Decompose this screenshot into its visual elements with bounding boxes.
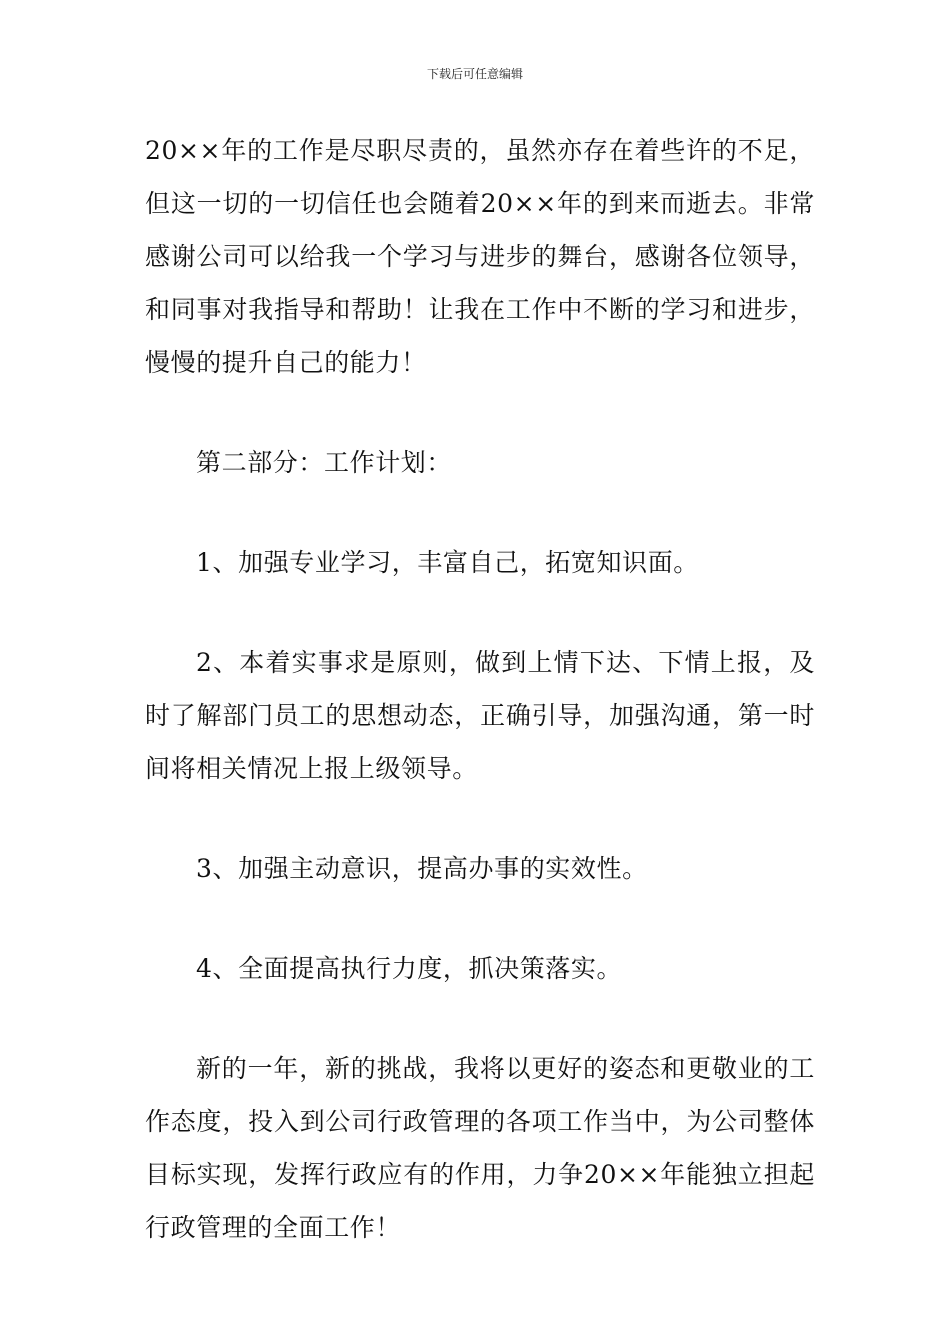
document-body (145, 124, 815, 1254)
plan-item-3: 3、加强主动意识，提高办事的实效性。 (196, 854, 648, 883)
plan-item-1: 1、加强专业学习，丰富自己，拓宽知识面。 (196, 548, 699, 577)
paragraph-summary: 20××年的工作是尽职尽责的，虽然亦存在着些许的不足，但这一切的一切信任也会随着20××年的到来而逝去。非常感谢公司可以给我一个学习与进步的舞台，感谢各位领导，和同事对我指导和帮助！让我在工作中不断的学习和进步，慢慢的提升自己的能力！ (145, 136, 815, 377)
plan-item-4: 4、全面提高执行力度，抓决策落实。 (196, 954, 623, 983)
section-heading-work-plan: 第二部分：工作计划： (196, 448, 453, 477)
page-header: 下载后可任意编辑 (426, 67, 523, 81)
paragraph-closing: 新的一年，新的挑战，我将以更好的姿态和更敬业的工作态度，投入到公司行政管理的各项工作当中，为公司整体目标实现，发挥行政应有的作用，力争20××年能独立担起行政管理的全面工作！ (145, 1054, 815, 1242)
plan-item-2: 2、本着实事求是原则，做到上情下达、下情上报，及时了解部门员工的思想动态，正确引导，加强沟通，第一时间将相关情况上报上级领导。 (145, 648, 815, 783)
